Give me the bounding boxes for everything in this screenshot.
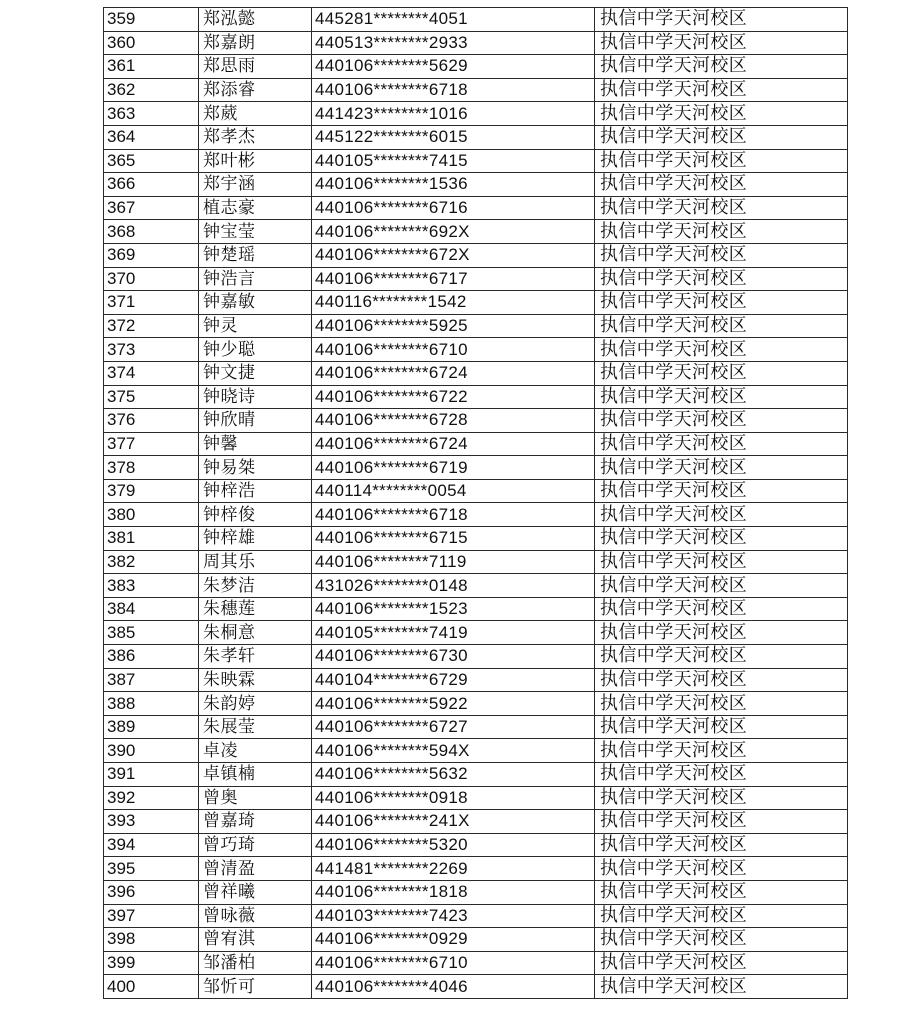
table-row (104, 975, 848, 999)
student-name: 钟文捷 (199, 361, 312, 385)
row-number: 398 (104, 928, 199, 952)
student-name: 钟宝莹 (199, 220, 312, 244)
student-name: 钟梓浩 (199, 479, 312, 503)
row-number: 383 (104, 574, 199, 598)
row-number: 362 (104, 78, 199, 102)
school-name: 执信中学天河校区 (595, 31, 848, 55)
row-number: 394 (104, 833, 199, 857)
student-name: 曾嘉琦 (199, 810, 312, 834)
table-row (104, 951, 848, 975)
roster-body (104, 8, 848, 999)
school-name: 执信中学天河校区 (595, 904, 848, 928)
student-name: 钟浩言 (199, 267, 312, 291)
table-row (104, 786, 848, 810)
student-name: 曾宥淇 (199, 928, 312, 952)
school-name: 执信中学天河校区 (595, 479, 848, 503)
student-name: 钟灵 (199, 314, 312, 338)
table-row (104, 479, 848, 503)
school-name: 执信中学天河校区 (595, 314, 848, 338)
table-row (104, 314, 848, 338)
table-row (104, 904, 848, 928)
student-name: 钟晓诗 (199, 385, 312, 409)
masked-id-number: 440106********672X (312, 243, 595, 267)
row-number: 389 (104, 715, 199, 739)
student-name: 植志豪 (199, 196, 312, 220)
masked-id-number: 440106********6715 (312, 527, 595, 551)
school-name: 执信中学天河校区 (595, 668, 848, 692)
masked-id-number: 440106********6718 (312, 503, 595, 527)
student-name: 邹忻可 (199, 975, 312, 999)
masked-id-number: 440106********0929 (312, 928, 595, 952)
table-row (104, 291, 848, 315)
table-row (104, 503, 848, 527)
table-row (104, 715, 848, 739)
row-number: 377 (104, 432, 199, 456)
masked-id-number: 440105********7419 (312, 621, 595, 645)
row-number: 400 (104, 975, 199, 999)
table-row (104, 645, 848, 669)
school-name: 执信中学天河校区 (595, 78, 848, 102)
student-name: 钟欣晴 (199, 409, 312, 433)
table-row (104, 31, 848, 55)
student-name: 朱孝轩 (199, 645, 312, 669)
student-name: 钟梓俊 (199, 503, 312, 527)
masked-id-number: 440103********7423 (312, 904, 595, 928)
row-number: 384 (104, 597, 199, 621)
school-name: 执信中学天河校区 (595, 857, 848, 881)
masked-id-number: 440106********1818 (312, 880, 595, 904)
student-name: 郑思雨 (199, 55, 312, 79)
table-row (104, 173, 848, 197)
school-name: 执信中学天河校区 (595, 810, 848, 834)
school-name: 执信中学天河校区 (595, 715, 848, 739)
masked-id-number: 445122********6015 (312, 125, 595, 149)
student-name: 郑嘉朗 (199, 31, 312, 55)
table-row (104, 432, 848, 456)
table-row (104, 550, 848, 574)
masked-id-number: 440106********6724 (312, 361, 595, 385)
table-row (104, 597, 848, 621)
school-name: 执信中学天河校区 (595, 550, 848, 574)
masked-id-number: 440106********1523 (312, 597, 595, 621)
school-name: 执信中学天河校区 (595, 361, 848, 385)
masked-id-number: 441423********1016 (312, 102, 595, 126)
school-name: 执信中学天河校区 (595, 574, 848, 598)
masked-id-number: 440106********5925 (312, 314, 595, 338)
masked-id-number: 440106********5629 (312, 55, 595, 79)
student-name: 钟少聪 (199, 338, 312, 362)
student-name: 钟馨 (199, 432, 312, 456)
masked-id-number: 431026********0148 (312, 574, 595, 598)
masked-id-number: 440106********4046 (312, 975, 595, 999)
table-row (104, 55, 848, 79)
table-row (104, 8, 848, 32)
table-row (104, 692, 848, 716)
row-number: 396 (104, 880, 199, 904)
table-row (104, 857, 848, 881)
school-name: 执信中学天河校区 (595, 763, 848, 787)
row-number: 370 (104, 267, 199, 291)
row-number: 392 (104, 786, 199, 810)
table-row (104, 385, 848, 409)
school-name: 执信中学天河校区 (595, 291, 848, 315)
table-row (104, 928, 848, 952)
row-number: 369 (104, 243, 199, 267)
masked-id-number: 440106********6710 (312, 951, 595, 975)
table-row (104, 456, 848, 480)
masked-id-number: 440106********5632 (312, 763, 595, 787)
row-number: 390 (104, 739, 199, 763)
masked-id-number: 440106********6710 (312, 338, 595, 362)
school-name: 执信中学天河校区 (595, 220, 848, 244)
school-name: 执信中学天河校区 (595, 645, 848, 669)
student-name: 郑泓懿 (199, 8, 312, 32)
row-number: 371 (104, 291, 199, 315)
student-name: 朱梦洁 (199, 574, 312, 598)
student-name: 曾巧琦 (199, 833, 312, 857)
table-row (104, 267, 848, 291)
school-name: 执信中学天河校区 (595, 692, 848, 716)
table-row (104, 78, 848, 102)
table-row (104, 196, 848, 220)
student-name: 卓镇楠 (199, 763, 312, 787)
masked-id-number: 440106********6730 (312, 645, 595, 669)
school-name: 执信中学天河校区 (595, 432, 848, 456)
row-number: 378 (104, 456, 199, 480)
row-number: 381 (104, 527, 199, 551)
masked-id-number: 440106********5320 (312, 833, 595, 857)
table-row (104, 102, 848, 126)
table-row (104, 220, 848, 244)
student-name: 朱韵婷 (199, 692, 312, 716)
school-name: 执信中学天河校区 (595, 55, 848, 79)
table-row (104, 527, 848, 551)
school-name: 执信中学天河校区 (595, 173, 848, 197)
masked-id-number: 445281********4051 (312, 8, 595, 32)
table-row (104, 833, 848, 857)
row-number: 359 (104, 8, 199, 32)
table-row (104, 810, 848, 834)
masked-id-number: 440106********6724 (312, 432, 595, 456)
row-number: 395 (104, 857, 199, 881)
student-name: 郑叶彬 (199, 149, 312, 173)
table-row (104, 149, 848, 173)
masked-id-number: 440106********6727 (312, 715, 595, 739)
student-name: 周其乐 (199, 550, 312, 574)
masked-id-number: 440513********2933 (312, 31, 595, 55)
school-name: 执信中学天河校区 (595, 243, 848, 267)
masked-id-number: 440106********0918 (312, 786, 595, 810)
table-row (104, 125, 848, 149)
student-name: 曾咏薇 (199, 904, 312, 928)
masked-id-number: 441481********2269 (312, 857, 595, 881)
student-name: 邹潘柏 (199, 951, 312, 975)
student-name: 钟易桀 (199, 456, 312, 480)
masked-id-number: 440104********6729 (312, 668, 595, 692)
student-name: 朱穗莲 (199, 597, 312, 621)
school-name: 执信中学天河校区 (595, 739, 848, 763)
masked-id-number: 440106********6718 (312, 78, 595, 102)
table-row (104, 361, 848, 385)
school-name: 执信中学天河校区 (595, 125, 848, 149)
table-row (104, 739, 848, 763)
school-name: 执信中学天河校区 (595, 409, 848, 433)
row-number: 374 (104, 361, 199, 385)
table-row (104, 668, 848, 692)
school-name: 执信中学天河校区 (595, 975, 848, 999)
table-row (104, 880, 848, 904)
masked-id-number: 440106********1536 (312, 173, 595, 197)
row-number: 380 (104, 503, 199, 527)
student-name: 郑宇涵 (199, 173, 312, 197)
school-name: 执信中学天河校区 (595, 149, 848, 173)
masked-id-number: 440106********6722 (312, 385, 595, 409)
student-name: 钟楚瑶 (199, 243, 312, 267)
masked-id-number: 440106********241X (312, 810, 595, 834)
school-name: 执信中学天河校区 (595, 597, 848, 621)
school-name: 执信中学天河校区 (595, 527, 848, 551)
row-number: 393 (104, 810, 199, 834)
row-number: 382 (104, 550, 199, 574)
masked-id-number: 440106********6719 (312, 456, 595, 480)
row-number: 360 (104, 31, 199, 55)
row-number: 366 (104, 173, 199, 197)
school-name: 执信中学天河校区 (595, 338, 848, 362)
school-name: 执信中学天河校区 (595, 951, 848, 975)
student-name: 钟梓雄 (199, 527, 312, 551)
row-number: 365 (104, 149, 199, 173)
school-name: 执信中学天河校区 (595, 503, 848, 527)
school-name: 执信中学天河校区 (595, 8, 848, 32)
school-name: 执信中学天河校区 (595, 385, 848, 409)
student-name: 郑葳 (199, 102, 312, 126)
school-name: 执信中学天河校区 (595, 786, 848, 810)
row-number: 372 (104, 314, 199, 338)
row-number: 397 (104, 904, 199, 928)
table-row (104, 763, 848, 787)
masked-id-number: 440106********7119 (312, 550, 595, 574)
row-number: 364 (104, 125, 199, 149)
student-name: 曾清盈 (199, 857, 312, 881)
student-name: 朱展莹 (199, 715, 312, 739)
school-name: 执信中学天河校区 (595, 621, 848, 645)
school-name: 执信中学天河校区 (595, 880, 848, 904)
row-number: 391 (104, 763, 199, 787)
masked-id-number: 440105********7415 (312, 149, 595, 173)
row-number: 376 (104, 409, 199, 433)
masked-id-number: 440106********6717 (312, 267, 595, 291)
student-name: 郑添睿 (199, 78, 312, 102)
student-name: 曾奥 (199, 786, 312, 810)
masked-id-number: 440106********6716 (312, 196, 595, 220)
table-row (104, 574, 848, 598)
roster-sheet (103, 7, 847, 999)
row-number: 361 (104, 55, 199, 79)
student-name: 卓凌 (199, 739, 312, 763)
row-number: 387 (104, 668, 199, 692)
school-name: 执信中学天河校区 (595, 102, 848, 126)
student-name: 朱映霖 (199, 668, 312, 692)
row-number: 375 (104, 385, 199, 409)
school-name: 执信中学天河校区 (595, 267, 848, 291)
student-name: 郑孝杰 (199, 125, 312, 149)
row-number: 373 (104, 338, 199, 362)
school-name: 执信中学天河校区 (595, 196, 848, 220)
row-number: 399 (104, 951, 199, 975)
row-number: 388 (104, 692, 199, 716)
student-name: 朱桐意 (199, 621, 312, 645)
row-number: 367 (104, 196, 199, 220)
student-name: 钟嘉敏 (199, 291, 312, 315)
row-number: 363 (104, 102, 199, 126)
school-name: 执信中学天河校区 (595, 833, 848, 857)
masked-id-number: 440106********5922 (312, 692, 595, 716)
school-name: 执信中学天河校区 (595, 928, 848, 952)
row-number: 368 (104, 220, 199, 244)
student-name: 曾祥曦 (199, 880, 312, 904)
row-number: 386 (104, 645, 199, 669)
table-row (104, 338, 848, 362)
table-row (104, 409, 848, 433)
table-row (104, 621, 848, 645)
masked-id-number: 440106********6728 (312, 409, 595, 433)
masked-id-number: 440106********594X (312, 739, 595, 763)
table-row (104, 243, 848, 267)
row-number: 385 (104, 621, 199, 645)
masked-id-number: 440114********0054 (312, 479, 595, 503)
row-number: 379 (104, 479, 199, 503)
student-roster-table (103, 7, 848, 999)
masked-id-number: 440106********692X (312, 220, 595, 244)
masked-id-number: 440116********1542 (312, 291, 595, 315)
school-name: 执信中学天河校区 (595, 456, 848, 480)
